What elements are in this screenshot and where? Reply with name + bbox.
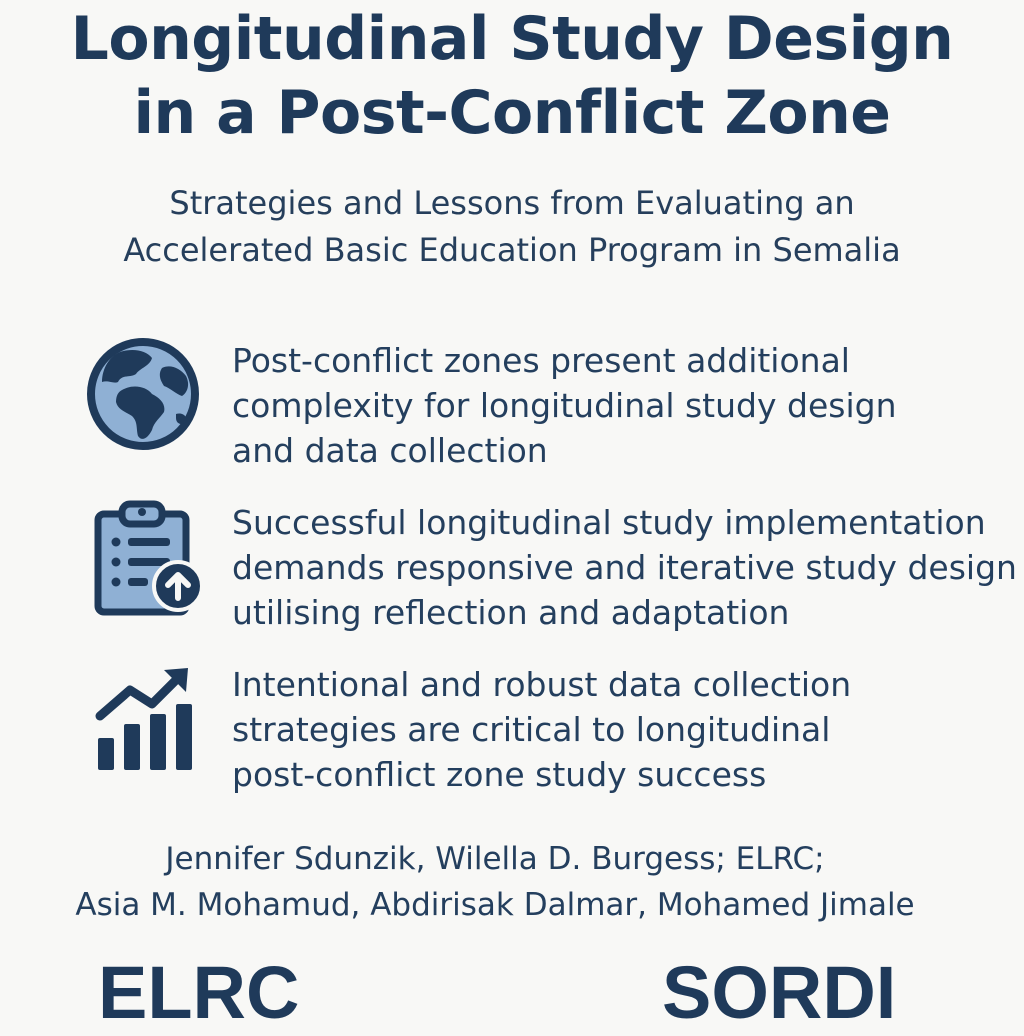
key-point-1-line-2: complexity for longitudinal study design [232, 386, 897, 425]
globe-icon [80, 338, 210, 468]
title-line-1: Longitudinal Study Design [70, 4, 954, 74]
page-subtitle [0, 180, 1024, 274]
key-point-3-text [232, 662, 851, 797]
key-point-1-line-1: Post-conflict zones present additional [232, 341, 850, 380]
authors-line-2: Asia M. Mohamud, Abdirisak Dalmar, Mohamed Jimale [75, 887, 915, 923]
key-point-3-line-2: strategies are critical to longitudinal [232, 710, 831, 749]
clipboard-upload-icon [80, 500, 210, 630]
key-point-3-line-3: post-conflict zone study success [232, 755, 767, 794]
subtitle-line-2: Accelerated Basic Education Program in Semalia [123, 231, 901, 269]
growth-chart-icon [80, 662, 210, 792]
authors-line-1: Jennifer Sdunzik, Wilella D. Burgess; ELRC; [165, 841, 825, 877]
key-point-2-line-3: utilising reflection and adaptation [232, 593, 790, 632]
key-point-3-line-1: Intentional and robust data collection [232, 665, 852, 704]
key-point-2 [0, 500, 1024, 640]
title-line-2: in a Post-Conflict Zone [133, 78, 891, 148]
subtitle-line-1: Strategies and Lessons from Evaluating an [169, 184, 855, 222]
key-point-1 [0, 338, 1024, 478]
author-list [0, 836, 990, 928]
key-point-2-line-2: demands responsive and iterative study design [232, 548, 1017, 587]
sordi-logo: SORDI [662, 951, 897, 1034]
key-point-2-line-1: Successful longitudinal study implementation [232, 503, 986, 542]
key-point-3 [0, 662, 1024, 802]
key-point-2-text [232, 500, 1017, 635]
elrc-logo: ELRC [98, 951, 300, 1034]
key-point-1-line-3: and data collection [232, 431, 548, 470]
key-point-1-text [232, 338, 896, 473]
page-title [0, 2, 1024, 150]
